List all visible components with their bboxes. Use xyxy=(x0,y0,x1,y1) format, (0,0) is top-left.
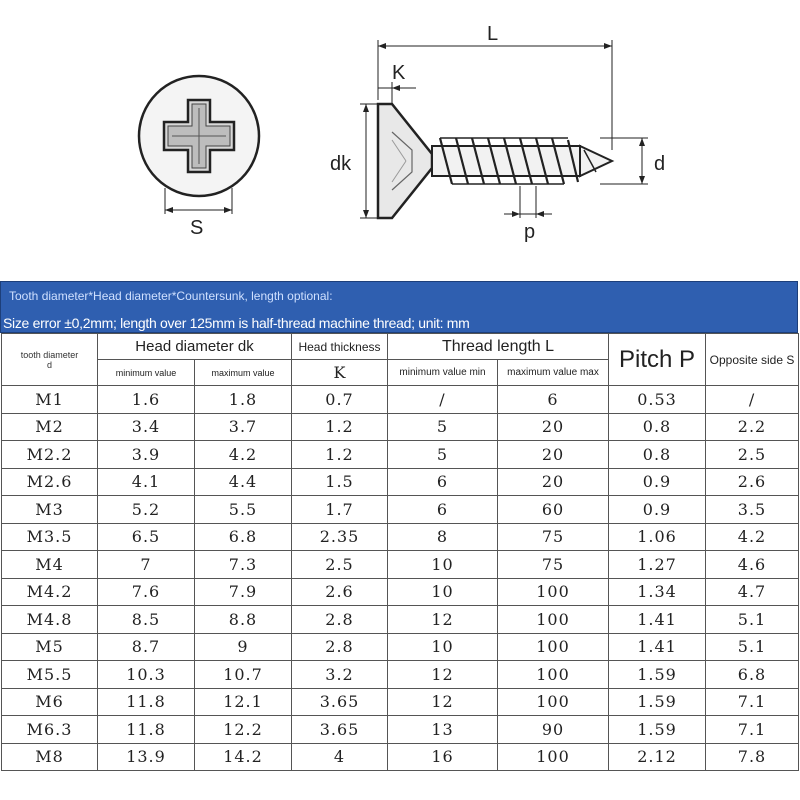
cell-thread-min: 10 xyxy=(388,578,498,606)
header-thread-length: Thread length L xyxy=(388,334,609,360)
cell-head-max: 8.8 xyxy=(195,606,292,634)
cell-head-max: 7.9 xyxy=(195,578,292,606)
cell-pitch: 1.34 xyxy=(609,578,706,606)
cell-tooth-diameter: M1 xyxy=(2,386,98,414)
cell-head-thickness: 1.7 xyxy=(292,496,388,524)
header-pitch: Pitch P xyxy=(609,334,706,386)
screw-technical-drawing xyxy=(0,0,800,280)
table-row xyxy=(2,441,799,469)
cell-pitch: 1.27 xyxy=(609,551,706,579)
cell-thread-min: 12 xyxy=(388,661,498,689)
cell-head-max: 4.4 xyxy=(195,468,292,496)
dim-label-dk: dk xyxy=(330,153,352,175)
cell-tooth-diameter: M4.8 xyxy=(2,606,98,634)
cell-head-thickness: 2.6 xyxy=(292,578,388,606)
table-row xyxy=(2,661,799,689)
dim-label-d: d xyxy=(654,153,666,175)
cell-thread-min: 10 xyxy=(388,551,498,579)
cell-thread-max: 75 xyxy=(498,523,609,551)
header-head-min: minimum value xyxy=(98,360,195,386)
cell-pitch: 1.06 xyxy=(609,523,706,551)
banner-note: Size error ±0,2mm; length over 125mm is half-thread machine thread; unit: mm xyxy=(3,315,470,331)
cell-thread-max: 100 xyxy=(498,661,609,689)
cell-opposite-side: 7.8 xyxy=(706,743,799,771)
cell-head-max: 9 xyxy=(195,633,292,661)
table-row xyxy=(2,496,799,524)
dim-label-s: S xyxy=(190,217,204,239)
header-head-max: maximum value xyxy=(195,360,292,386)
table-row xyxy=(2,743,799,771)
header-thread-max: maximum value max xyxy=(498,360,609,386)
cell-opposite-side: 3.5 xyxy=(706,496,799,524)
cell-thread-min: 8 xyxy=(388,523,498,551)
cell-opposite-side: 6.8 xyxy=(706,661,799,689)
cell-thread-max: 100 xyxy=(498,606,609,634)
cell-head-min: 10.3 xyxy=(98,661,195,689)
cell-head-thickness: 3.65 xyxy=(292,688,388,716)
header-tooth-diameter-label: tooth diameter xyxy=(20,349,79,360)
cell-tooth-diameter: M6 xyxy=(2,688,98,716)
cell-opposite-side: 5.1 xyxy=(706,633,799,661)
cell-tooth-diameter: M4 xyxy=(2,551,98,579)
cell-head-thickness: 1.5 xyxy=(292,468,388,496)
spec-table-body xyxy=(2,386,799,771)
cell-head-min: 7.6 xyxy=(98,578,195,606)
cell-head-thickness: 3.2 xyxy=(292,661,388,689)
cell-opposite-side: 2.2 xyxy=(706,413,799,441)
cell-pitch: 0.8 xyxy=(609,413,706,441)
cell-thread-max: 20 xyxy=(498,413,609,441)
cell-head-thickness: 1.2 xyxy=(292,413,388,441)
header-thread-min: minimum value min xyxy=(388,360,498,386)
cell-thread-max: 100 xyxy=(498,688,609,716)
cell-thread-max: 20 xyxy=(498,468,609,496)
cell-head-min: 3.4 xyxy=(98,413,195,441)
cell-tooth-diameter: M3 xyxy=(2,496,98,524)
cell-opposite-side: 4.2 xyxy=(706,523,799,551)
cell-head-thickness: 0.7 xyxy=(292,386,388,414)
header-head-thickness: Head thickness xyxy=(292,334,388,360)
cell-head-min: 1.6 xyxy=(98,386,195,414)
table-row xyxy=(2,468,799,496)
cell-head-thickness: 1.2 xyxy=(292,441,388,469)
cell-pitch: 0.9 xyxy=(609,468,706,496)
cell-opposite-side: 2.5 xyxy=(706,441,799,469)
table-row xyxy=(2,578,799,606)
cell-pitch: 1.59 xyxy=(609,661,706,689)
cell-opposite-side: 7.1 xyxy=(706,688,799,716)
cell-head-max: 1.8 xyxy=(195,386,292,414)
table-row xyxy=(2,413,799,441)
cell-tooth-diameter: M2.6 xyxy=(2,468,98,496)
header-opposite-side: Opposite side S xyxy=(706,334,799,386)
header-tooth-diameter-symbol: d xyxy=(46,359,52,370)
cell-head-min: 11.8 xyxy=(98,688,195,716)
header-head-thickness-symbol: K xyxy=(292,360,388,386)
cell-head-max: 5.5 xyxy=(195,496,292,524)
dim-label-k: K xyxy=(392,62,406,84)
cell-thread-max: 100 xyxy=(498,743,609,771)
cell-head-max: 7.3 xyxy=(195,551,292,579)
cell-head-max: 10.7 xyxy=(195,661,292,689)
cell-pitch: 0.8 xyxy=(609,441,706,469)
cell-tooth-diameter: M6.3 xyxy=(2,716,98,744)
cell-tooth-diameter: M5 xyxy=(2,633,98,661)
cell-pitch: 2.12 xyxy=(609,743,706,771)
cell-pitch: 1.59 xyxy=(609,716,706,744)
cell-thread-max: 20 xyxy=(498,441,609,469)
cell-head-min: 11.8 xyxy=(98,716,195,744)
cell-thread-max: 60 xyxy=(498,496,609,524)
cell-head-max: 14.2 xyxy=(195,743,292,771)
cell-head-thickness: 2.35 xyxy=(292,523,388,551)
cell-head-thickness: 2.8 xyxy=(292,633,388,661)
cell-tooth-diameter: M2.2 xyxy=(2,441,98,469)
cell-head-min: 8.7 xyxy=(98,633,195,661)
cell-head-min: 3.9 xyxy=(98,441,195,469)
head-top-view xyxy=(139,76,259,239)
cell-head-min: 8.5 xyxy=(98,606,195,634)
spec-banner xyxy=(0,281,798,333)
cell-opposite-side: 7.1 xyxy=(706,716,799,744)
table-row xyxy=(2,606,799,634)
cell-thread-min: 5 xyxy=(388,441,498,469)
cell-tooth-diameter: M3.5 xyxy=(2,523,98,551)
spec-table xyxy=(1,333,799,771)
cell-head-min: 5.2 xyxy=(98,496,195,524)
table-row xyxy=(2,688,799,716)
cell-thread-min: 13 xyxy=(388,716,498,744)
dim-label-p: p xyxy=(524,221,536,243)
cell-head-thickness: 3.65 xyxy=(292,716,388,744)
cell-head-thickness: 2.5 xyxy=(292,551,388,579)
cell-head-thickness: 2.8 xyxy=(292,606,388,634)
cell-thread-max: 100 xyxy=(498,633,609,661)
cell-pitch: 1.41 xyxy=(609,606,706,634)
table-row xyxy=(2,386,799,414)
cell-thread-min: 10 xyxy=(388,633,498,661)
cell-thread-max: 90 xyxy=(498,716,609,744)
cell-pitch: 1.41 xyxy=(609,633,706,661)
table-row xyxy=(2,633,799,661)
cell-thread-min: 6 xyxy=(388,496,498,524)
cell-thread-min: 6 xyxy=(388,468,498,496)
table-row xyxy=(2,716,799,744)
cell-head-min: 7 xyxy=(98,551,195,579)
cell-thread-min: 12 xyxy=(388,688,498,716)
cell-head-max: 6.8 xyxy=(195,523,292,551)
header-head-diameter: Head diameter dk xyxy=(98,334,292,360)
cell-head-min: 4.1 xyxy=(98,468,195,496)
table-row xyxy=(2,523,799,551)
cell-thread-min: 16 xyxy=(388,743,498,771)
cell-opposite-side: 4.7 xyxy=(706,578,799,606)
table-row xyxy=(2,551,799,579)
dim-label-l: L xyxy=(487,23,499,45)
cell-head-min: 13.9 xyxy=(98,743,195,771)
cell-thread-min: / xyxy=(388,386,498,414)
cell-pitch: 0.9 xyxy=(609,496,706,524)
cell-head-min: 6.5 xyxy=(98,523,195,551)
cell-thread-max: 100 xyxy=(498,578,609,606)
cell-head-max: 12.1 xyxy=(195,688,292,716)
cell-tooth-diameter: M4.2 xyxy=(2,578,98,606)
cell-head-max: 12.2 xyxy=(195,716,292,744)
cell-tooth-diameter: M2 xyxy=(2,413,98,441)
cell-pitch: 0.53 xyxy=(609,386,706,414)
cell-thread-min: 5 xyxy=(388,413,498,441)
header-tooth-diameter xyxy=(2,334,98,386)
cell-thread-min: 12 xyxy=(388,606,498,634)
cell-opposite-side: 2.6 xyxy=(706,468,799,496)
cell-thread-max: 75 xyxy=(498,551,609,579)
cell-thread-max: 6 xyxy=(498,386,609,414)
screw-side-view xyxy=(330,23,665,243)
cell-head-max: 3.7 xyxy=(195,413,292,441)
cell-head-max: 4.2 xyxy=(195,441,292,469)
banner-title: Tooth diameter*Head diameter*Countersunk, length optional: xyxy=(9,289,333,303)
cell-tooth-diameter: M8 xyxy=(2,743,98,771)
cell-opposite-side: 5.1 xyxy=(706,606,799,634)
cell-tooth-diameter: M5.5 xyxy=(2,661,98,689)
cell-pitch: 1.59 xyxy=(609,688,706,716)
cell-opposite-side: 4.6 xyxy=(706,551,799,579)
cell-head-thickness: 4 xyxy=(292,743,388,771)
cell-opposite-side: / xyxy=(706,386,799,414)
